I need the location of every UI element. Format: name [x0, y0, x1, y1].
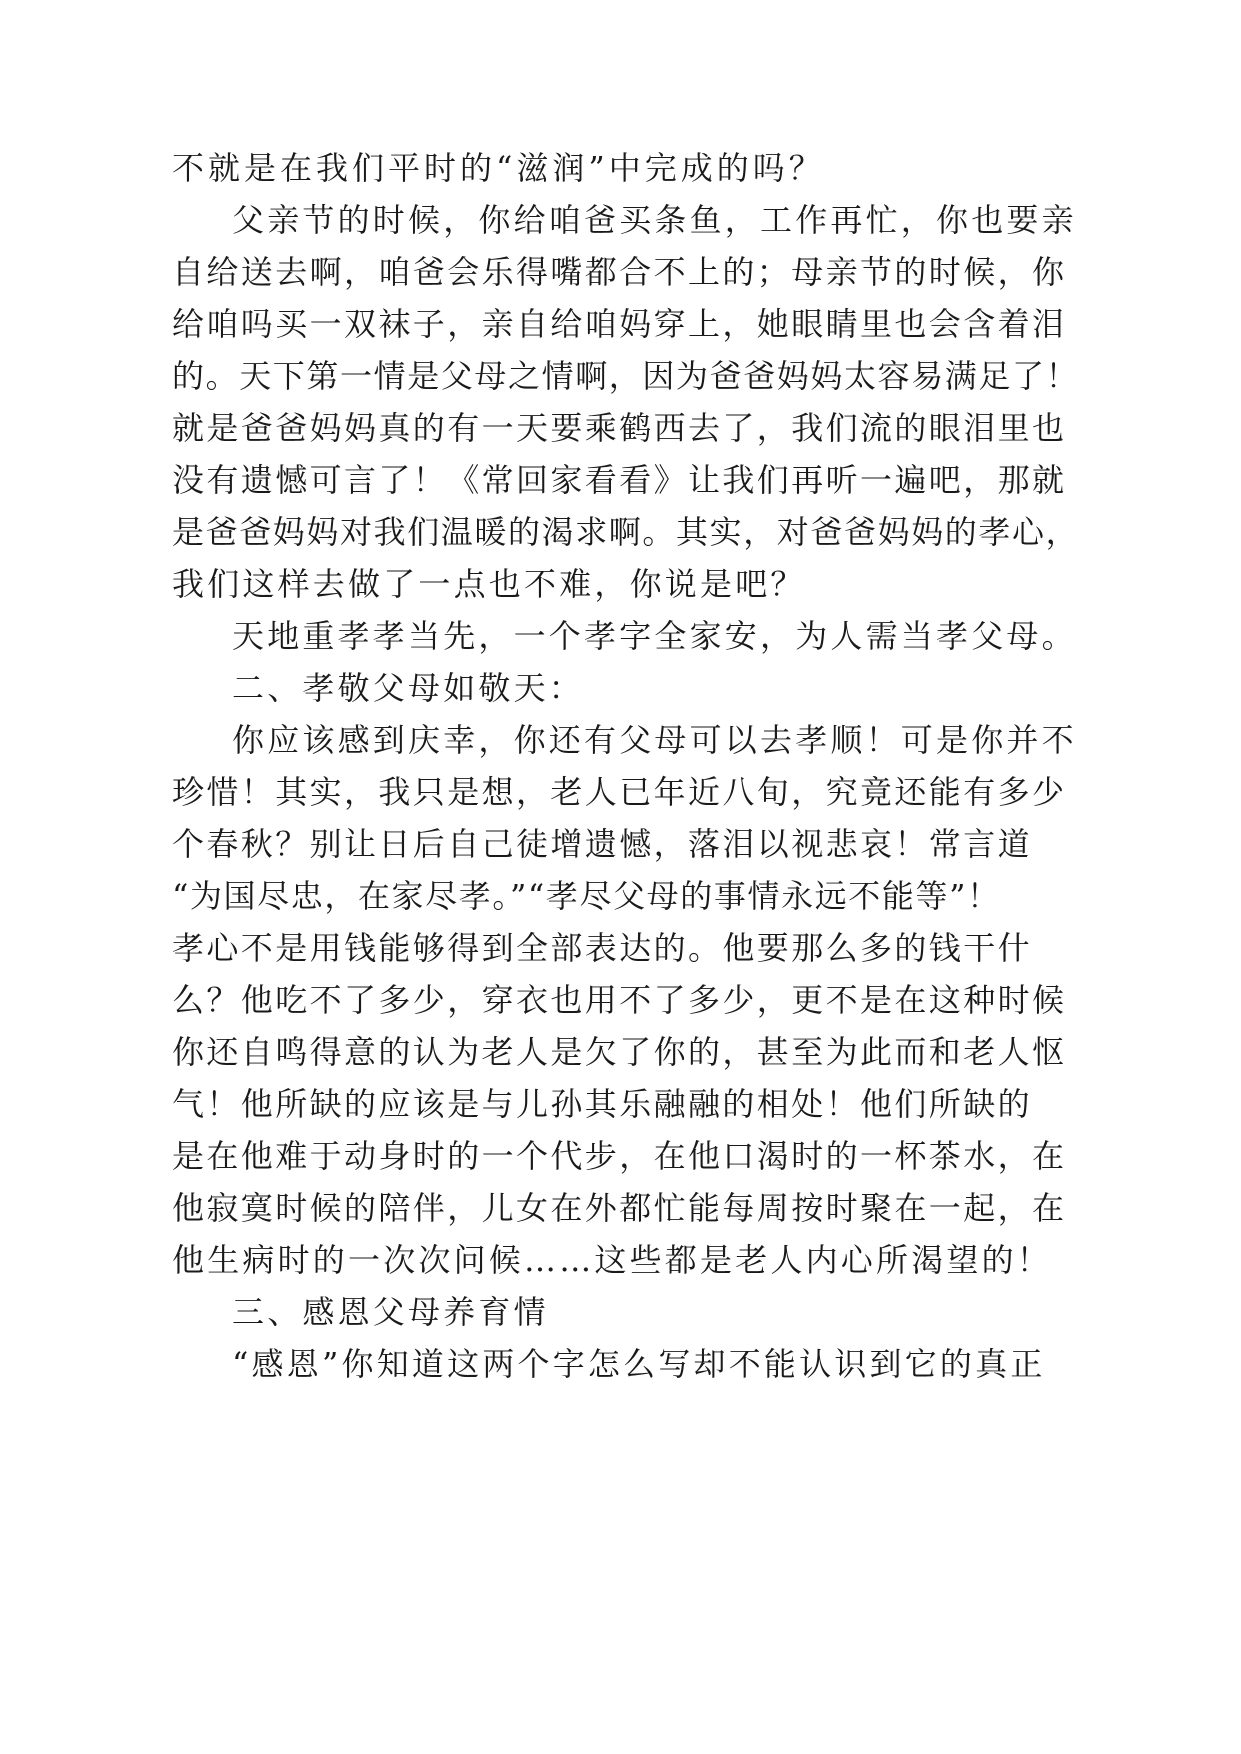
text-line: 他寂寞时候的陪伴，儿女在外都忙能每周按时聚在一起，在	[172, 1189, 1067, 1227]
text-line: 给咱吗买一双袜子，亲自给咱妈穿上，她眼睛里也会含着泪	[172, 305, 1067, 343]
text-line: 孝心不是用钱能够得到全部表达的。他要那么多的钱干什	[172, 929, 1033, 967]
text-line: 么？他吃不了多少，穿衣也用不了多少，更不是在这种时候	[172, 981, 1067, 1019]
text-line: 父亲节的时候，你给咱爸买条鱼，工作再忙，你也要亲	[232, 201, 1077, 239]
text-line: 你还自鸣得意的认为老人是欠了你的，甚至为此而和老人怄	[172, 1033, 1067, 1071]
text-line: 个春秋？别让日后自己徒增遗憾，落泪以视悲哀！常言道	[172, 825, 1033, 863]
text-line: 珍惜！其实，我只是想，老人已年近八旬，究竟还能有多少	[172, 773, 1067, 811]
text-line: 我们这样去做了一点也不难，你说是吧？	[172, 565, 806, 603]
text-line: 是爸爸妈妈对我们温暖的渴求啊。其实，对爸爸妈妈的孝心，	[172, 513, 1080, 551]
section-heading: 二、孝敬父母如敬天：	[232, 669, 585, 707]
text-line: 就是爸爸妈妈真的有一天要乘鹤西去了，我们流的眼泪里也	[172, 409, 1067, 447]
text-line: 的。天下第一情是父母之情啊，因为爸爸妈妈太容易满足了！	[172, 357, 1080, 395]
text-line: “感恩”你知道这两个字怎么写却不能认识到它的真正	[232, 1345, 1046, 1383]
text-line: 他生病时的一次次问候……这些都是老人内心所渴望的！	[172, 1241, 1053, 1279]
text-line: 不就是在我们平时的“滋润”中完成的吗？	[172, 149, 825, 187]
section-heading: 三、感恩父母养育情	[232, 1293, 549, 1331]
text-line: 气！他所缺的应该是与儿孙其乐融融的相处！他们所缺的	[172, 1085, 1033, 1123]
text-line: 自给送去啊，咱爸会乐得嘴都合不上的；母亲节的时候，你	[172, 253, 1067, 291]
text-line: “为国尽忠，在家尽孝。”“孝尽父母的事情永远不能等”！	[172, 877, 1001, 915]
text-line: 是在他难于动身时的一个代步，在他口渴时的一杯茶水，在	[172, 1137, 1067, 1175]
text-line: 你应该感到庆幸，你还有父母可以去孝顺！可是你并不	[232, 721, 1077, 759]
text-line: 没有遗憾可言了！《常回家看看》让我们再听一遍吧，那就	[172, 461, 1067, 499]
text-line: 天地重孝孝当先，一个孝字全家安，为人需当孝父母。	[232, 617, 1077, 655]
